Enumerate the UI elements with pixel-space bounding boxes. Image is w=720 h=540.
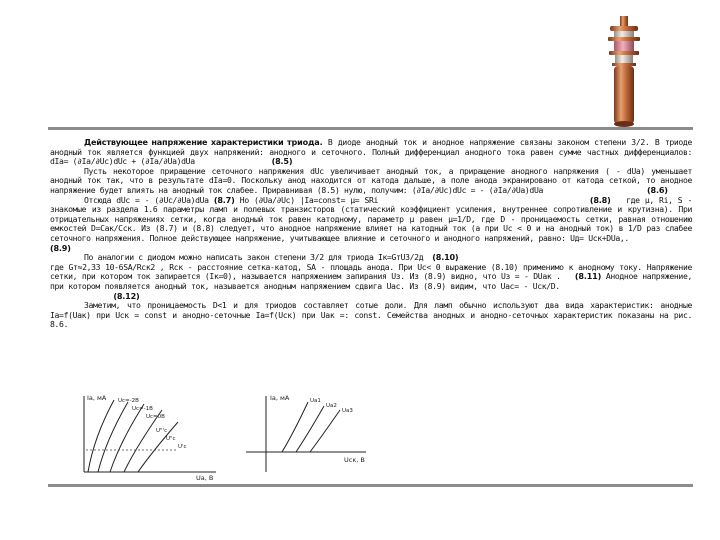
curve-label: U"с — [166, 436, 176, 442]
equation-number: (8.11) — [574, 271, 602, 282]
anode-curve — [98, 402, 128, 472]
right-y-label: Iа, мА — [270, 394, 290, 402]
left-y-label: Iа, мА — [87, 394, 107, 402]
paragraph-4: По аналогии с диодом можно написать закон степени 3/2 для триода Iк=GтU3/2д (8.10) — [84, 252, 459, 263]
grid-curve — [296, 406, 324, 452]
curve-label: U"'с — [156, 428, 168, 434]
top-divider — [48, 127, 693, 130]
curve-label: Uc=-1В — [132, 406, 153, 412]
equation-number: (8.8) — [589, 194, 611, 205]
section-heading: Действующее напряжение характеристики триода. — [84, 137, 323, 147]
equation-number: (8.6) — [647, 184, 668, 195]
curve-label: Uc=0В — [146, 414, 165, 420]
grid-curve — [282, 402, 308, 452]
paragraph-3: Отсюда dUc = - (∂Uc/∂Ua)dUa (8.7) Но (∂Ua/∂Uc) |Ia=const= μ= SRi (8.8) где μ, Ri, S - знакомые из раздела 1.6 параметры ламп и полевых транзисторов (статический коэффициент усиления, внутреннее сопротивление и крутизна). При отрицательных напряжениях сетки, когда анодный ток равен катодному, параметр μ равен μ=1/D, где D - проницаемость сетки, равная отношению емкостей D=Cак/Cск. Из (8.7) и (8.8) следует, что анодное напряжение влияет на катодный ток (а при Uc < 0 и на анодный ток) в 1/D раз слабее сеточного напряжения. Полное действующее напряжение, учитывающее влияние и сеточного и анодного напряжений, равно: Uд= Uск+DUа,. — [50, 194, 693, 243]
anode-curve — [110, 404, 144, 472]
equation-number: (8.5) — [271, 156, 293, 167]
curve-label: Ua2 — [326, 403, 337, 409]
bottom-divider — [48, 484, 693, 487]
equation-number: (8.9) — [50, 242, 71, 253]
paragraph-1: Действующее напряжение характеристики триода. В диоде анодный ток и анодное напряжение связаны законом степени 3/2. В триоде анодный ток является функцией двух напряжений: анодного и сеточного. Полный дифференциал анодного тока равен сумме частных дифференциалов: dIa= (∂Ia/∂Uc)dUc + (∂Ia/∂Ua)dUa (8.5) — [50, 137, 692, 167]
right-x-label: Uск, В — [344, 456, 365, 464]
body-text — [50, 138, 692, 330]
equation-number: (8.12) — [113, 290, 140, 301]
curve-label: U'с — [178, 444, 187, 450]
curve-label: Uc=-2В — [118, 398, 139, 404]
grid-curve — [310, 410, 340, 452]
vacuum-tube-photo — [596, 14, 652, 130]
curve-label: Ua3 — [342, 408, 353, 414]
equation-number: (8.7) — [213, 194, 235, 205]
equation-number: (8.10) — [432, 252, 459, 263]
curve-label: Ua1 — [310, 398, 321, 404]
paragraph-5: где Gт≈2,33 10-6SA/Rск2 , Rск - расстояние сетка-катод, SA - площадь анода. При Uc< 0 выражение (8.10) применимо к анодному току. Напряжение сетки, при котором ток запирается (Iк=0), называется напряжением запирания Uз. Из (8.9) видно, что Uз = - DUак . (8.11) Анодное напряжение, при котором появляется анодный ток, называется анодным напряжением сдвига Uас. Из (8.9) видим, что Uас= - Uск/D. (8.12) — [50, 261, 692, 301]
paragraph-2: Пусть некоторое приращение сеточного напряжения dUc увеличивает анодный ток, а приращение анодного напряжения ( - dUa) уменьшает анодный ток так, что в результате dIa=0. Поскольку анод находится от катода дальше, а поле анода экранировано от катода сеткой, то анодное напряжение будет влиять на анодный ток слабее. Приравнивая (8.5) нулю, получим: (∂Ia/∂Uc)dUc = - (∂Ia/∂Ua)dUa (8.6) — [50, 165, 692, 195]
paragraph-6: Заметим, что проницаемость D<1 и для триодов составляет сотые доли. Для ламп обычно используют два вида характеристик: анодные Ia=f(Uак) при Uск = const и анодно-сеточные Ia=f(Uск) при Uак =: const. Семейства анодных и анодно-сеточных характеристик показаны на рис. 8.6. — [50, 300, 692, 330]
characteristics-figure — [66, 392, 396, 482]
left-x-label: Uа, В — [196, 474, 214, 482]
